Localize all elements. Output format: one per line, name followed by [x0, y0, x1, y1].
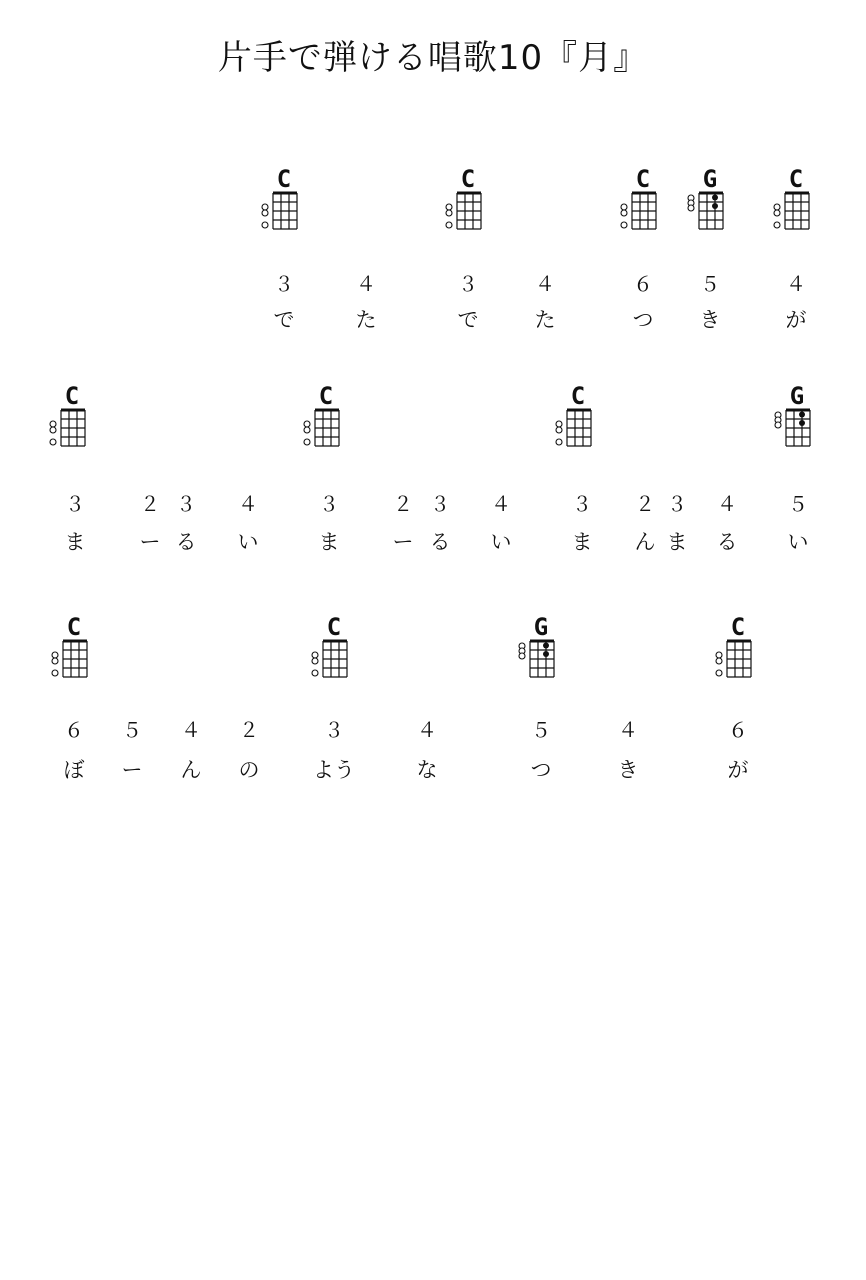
- open-string-marker: [50, 421, 56, 427]
- open-string-marker: [621, 210, 627, 216]
- open-string-marker: [304, 439, 310, 445]
- lyric-syllable: な: [416, 758, 438, 782]
- chord-diagram: [709, 639, 769, 685]
- note-number: ４: [786, 272, 806, 296]
- chord-diagram: [767, 191, 827, 237]
- lyric-syllable: る: [716, 530, 738, 554]
- note-number: ４: [238, 492, 258, 516]
- open-string-marker: [716, 652, 722, 658]
- note-number: ４: [181, 718, 201, 742]
- chord-name: C: [635, 165, 651, 193]
- lyric-syllable: た: [355, 308, 377, 332]
- chord-name: C: [460, 165, 476, 193]
- note-number: ５: [700, 272, 720, 296]
- open-string-marker: [519, 653, 525, 659]
- note-number: ６: [633, 272, 653, 296]
- open-string-marker: [304, 421, 310, 427]
- note-number: ３: [65, 492, 85, 516]
- open-string-marker: [50, 439, 56, 445]
- finger-dot: [712, 203, 718, 209]
- finger-dot: [543, 651, 549, 657]
- lyric-syllable: い: [787, 530, 809, 554]
- chord-diagram: [549, 408, 609, 454]
- chord-name: C: [570, 382, 586, 410]
- open-string-marker: [716, 670, 722, 676]
- lyric-syllable: い: [237, 530, 259, 554]
- open-string-marker: [52, 658, 58, 664]
- chord-name: C: [730, 613, 746, 641]
- open-string-marker: [716, 658, 722, 664]
- lyric-syllable: よう: [313, 758, 355, 782]
- note-number: ２: [393, 492, 413, 516]
- open-string-marker: [304, 427, 310, 433]
- chord-diagram: [681, 191, 741, 237]
- lyric-syllable: ま: [571, 530, 593, 554]
- note-number: ２: [140, 492, 160, 516]
- finger-dot: [799, 412, 805, 418]
- open-string-marker: [774, 204, 780, 210]
- lyric-syllable: つ: [632, 308, 654, 332]
- lyric-syllable: ー: [392, 530, 414, 554]
- open-string-marker: [446, 210, 452, 216]
- note-number: ３: [430, 492, 450, 516]
- finger-dot: [799, 420, 805, 426]
- note-number: ３: [458, 272, 478, 296]
- chord-diagram: [512, 639, 572, 685]
- note-number: ４: [417, 718, 437, 742]
- chord-name: G: [533, 613, 549, 641]
- open-string-marker: [774, 210, 780, 216]
- open-string-marker: [556, 427, 562, 433]
- chord-name: C: [64, 382, 80, 410]
- open-string-marker: [312, 658, 318, 664]
- lyric-syllable: ん: [180, 758, 202, 782]
- chord-diagram: [614, 191, 674, 237]
- lyric-syllable: き: [699, 308, 721, 332]
- lyric-syllable: が: [785, 308, 807, 332]
- open-string-marker: [688, 205, 694, 211]
- note-number: ３: [274, 272, 294, 296]
- note-number: ２: [635, 492, 655, 516]
- open-string-marker: [52, 652, 58, 658]
- chord-name: C: [788, 165, 804, 193]
- lyric-syllable: き: [617, 758, 639, 782]
- chord-diagram: [43, 408, 103, 454]
- note-number: ３: [667, 492, 687, 516]
- open-string-marker: [262, 210, 268, 216]
- note-number: ４: [535, 272, 555, 296]
- lyric-syllable: た: [534, 308, 556, 332]
- lyric-syllable: の: [238, 758, 260, 782]
- chord-name: G: [702, 165, 718, 193]
- open-string-marker: [446, 204, 452, 210]
- note-number: ４: [618, 718, 638, 742]
- note-number: ４: [491, 492, 511, 516]
- lyric-syllable: い: [490, 530, 512, 554]
- open-string-marker: [775, 422, 781, 428]
- note-number: ４: [356, 272, 376, 296]
- open-string-marker: [446, 222, 452, 228]
- lyric-syllable: る: [175, 530, 197, 554]
- chord-name: C: [66, 613, 82, 641]
- note-number: ５: [122, 718, 142, 742]
- note-number: ５: [788, 492, 808, 516]
- chord-name: C: [326, 613, 342, 641]
- lyric-syllable: ま: [318, 530, 340, 554]
- open-string-marker: [50, 427, 56, 433]
- lyric-syllable: ぼ: [63, 758, 85, 782]
- open-string-marker: [52, 670, 58, 676]
- lyric-syllable: る: [429, 530, 451, 554]
- note-number: ４: [717, 492, 737, 516]
- open-string-marker: [556, 439, 562, 445]
- chord-diagram: [439, 191, 499, 237]
- chord-name: G: [789, 382, 805, 410]
- note-number: ２: [239, 718, 259, 742]
- chord-diagram: [297, 408, 357, 454]
- note-number: ５: [531, 718, 551, 742]
- open-string-marker: [621, 204, 627, 210]
- lyric-syllable: ま: [666, 530, 688, 554]
- note-number: ３: [572, 492, 592, 516]
- chord-diagram: [45, 639, 105, 685]
- open-string-marker: [312, 652, 318, 658]
- finger-dot: [543, 643, 549, 649]
- lyric-syllable: ま: [64, 530, 86, 554]
- chord-diagram: [305, 639, 365, 685]
- lyric-syllable: ー: [139, 530, 161, 554]
- open-string-marker: [621, 222, 627, 228]
- lyric-syllable: ー: [121, 758, 143, 782]
- lyric-syllable: で: [457, 308, 479, 332]
- open-string-marker: [262, 222, 268, 228]
- note-number: ６: [728, 718, 748, 742]
- chord-diagram: [255, 191, 315, 237]
- open-string-marker: [774, 222, 780, 228]
- lyric-syllable: ん: [634, 530, 656, 554]
- chord-diagram: [768, 408, 828, 454]
- lyric-syllable: が: [727, 758, 749, 782]
- open-string-marker: [262, 204, 268, 210]
- chord-name: C: [276, 165, 292, 193]
- note-number: ３: [324, 718, 344, 742]
- note-number: ３: [176, 492, 196, 516]
- finger-dot: [712, 195, 718, 201]
- lyric-syllable: つ: [530, 758, 552, 782]
- open-string-marker: [556, 421, 562, 427]
- page-title: 片手で弾ける唱歌10『月』: [217, 38, 649, 78]
- chord-name: C: [318, 382, 334, 410]
- lyric-syllable: で: [273, 308, 295, 332]
- open-string-marker: [312, 670, 318, 676]
- note-number: ３: [319, 492, 339, 516]
- note-number: ６: [64, 718, 84, 742]
